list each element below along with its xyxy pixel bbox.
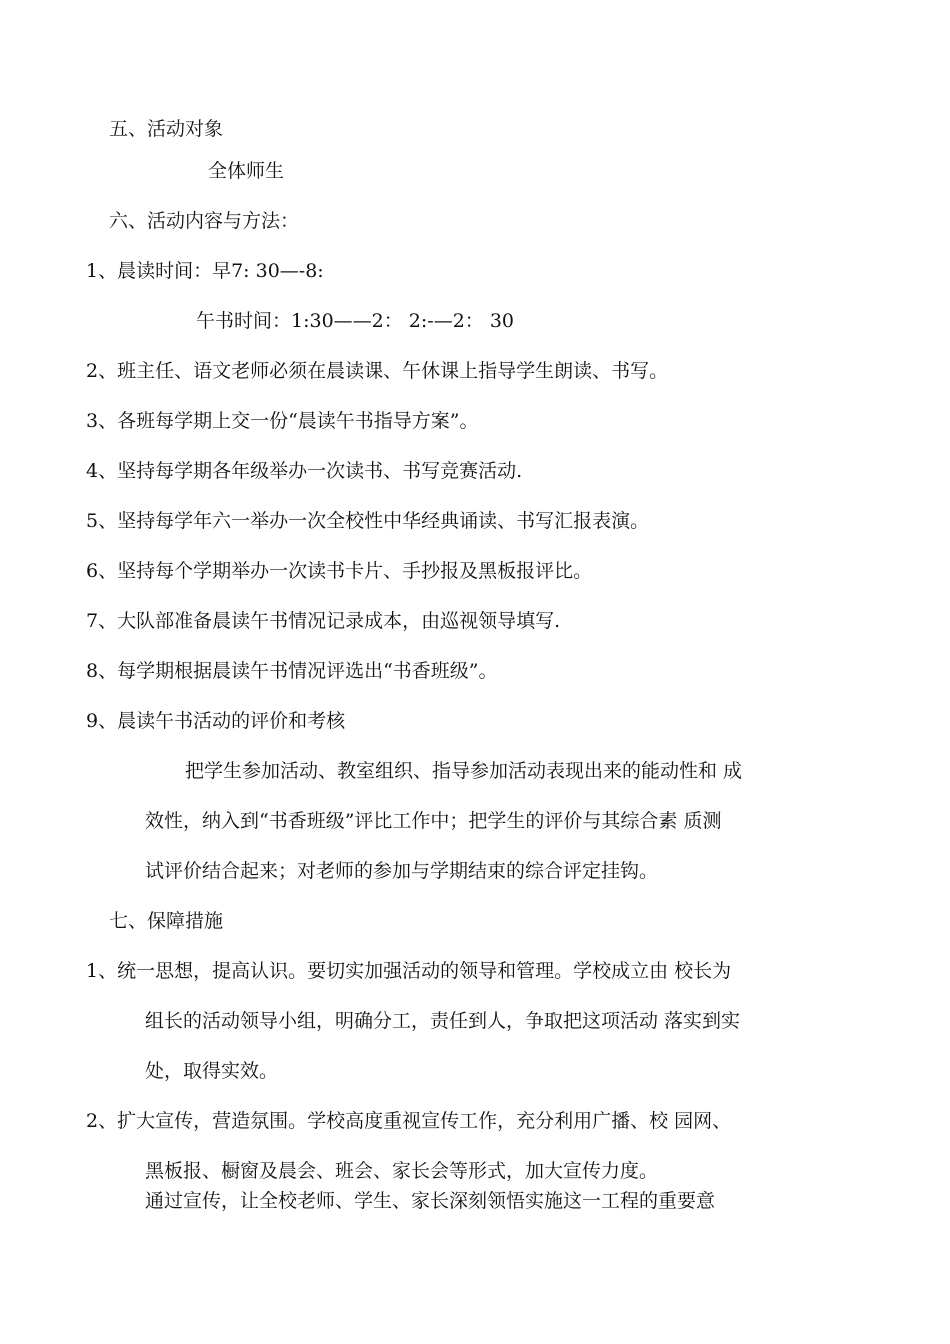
seven-item-1-line-2: 组长的活动领导小组，明确分工，责任到人，争取把这项活动 落实到实 bbox=[145, 1010, 741, 1032]
seven-item-2-line-1: 2、扩大宣传，营造氛围。学校高度重视宣传工作，充分利用广播、校 园网、 bbox=[86, 1110, 732, 1132]
six-item-1-line-2: 午书时间：1:30——2： 2:-—2： 30 bbox=[196, 310, 515, 332]
seven-item-2-line-3: 通过宣传，让全校老师、学生、家长深刻领悟实施这一工程的重要意 bbox=[145, 1190, 716, 1212]
six-item-2: 2、班主任、语文老师必须在晨读课、午休课上指导学生朗读、书写。 bbox=[86, 360, 669, 382]
six-item-4: 4、坚持每学期各年级举办一次读书、书写竞赛活动. bbox=[86, 460, 523, 482]
six-item-7: 7、大队部准备晨读午书情况记录成本，由巡视领导填写. bbox=[86, 610, 561, 632]
six-item-5: 5、坚持每学年六一举办一次全校性中华经典诵读、书写汇报表演。 bbox=[86, 510, 650, 532]
section-five-body: 全体师生 bbox=[208, 160, 285, 182]
section-six-heading: 六、活动内容与方法： bbox=[109, 210, 300, 232]
six-item-8: 8、每学期根据晨读午书情况评选出“书香班级”。 bbox=[86, 660, 498, 682]
six-item-9-title: 9、晨读午书活动的评价和考核 bbox=[86, 710, 346, 732]
seven-item-1-line-3: 处，取得实效。 bbox=[145, 1060, 279, 1082]
section-five-heading: 五、活动对象 bbox=[109, 118, 224, 140]
six-item-3: 3、各班每学期上交一份“晨读午书指导方案”。 bbox=[86, 410, 479, 432]
six-item-1-line-1: 1、晨读时间：早7: 30—-8: bbox=[86, 260, 324, 282]
seven-item-2-line-2: 黑板报、橱窗及晨会、班会、家长会等形式，加大宣传力度。 bbox=[145, 1160, 659, 1182]
six-item-9-paragraph-line-3: 试评价结合起来；对老师的参加与学期结束的综合评定挂钩。 bbox=[145, 860, 659, 882]
seven-item-1-line-1: 1、统一思想，提高认识。要切实加强活动的领导和管理。学校成立由 校长为 bbox=[86, 960, 732, 982]
six-item-9-paragraph-line-1: 把学生参加活动、教室组织、指导参加活动表现出来的能动性和 成 bbox=[185, 760, 743, 782]
six-item-9-paragraph-line-2: 效性，纳入到“书香班级”评比工作中；把学生的评价与其综合素 质测 bbox=[145, 810, 722, 832]
section-seven-heading: 七、保障措施 bbox=[109, 910, 224, 932]
six-item-6: 6、坚持每个学期举办一次读书卡片、手抄报及黑板报评比。 bbox=[86, 560, 593, 582]
